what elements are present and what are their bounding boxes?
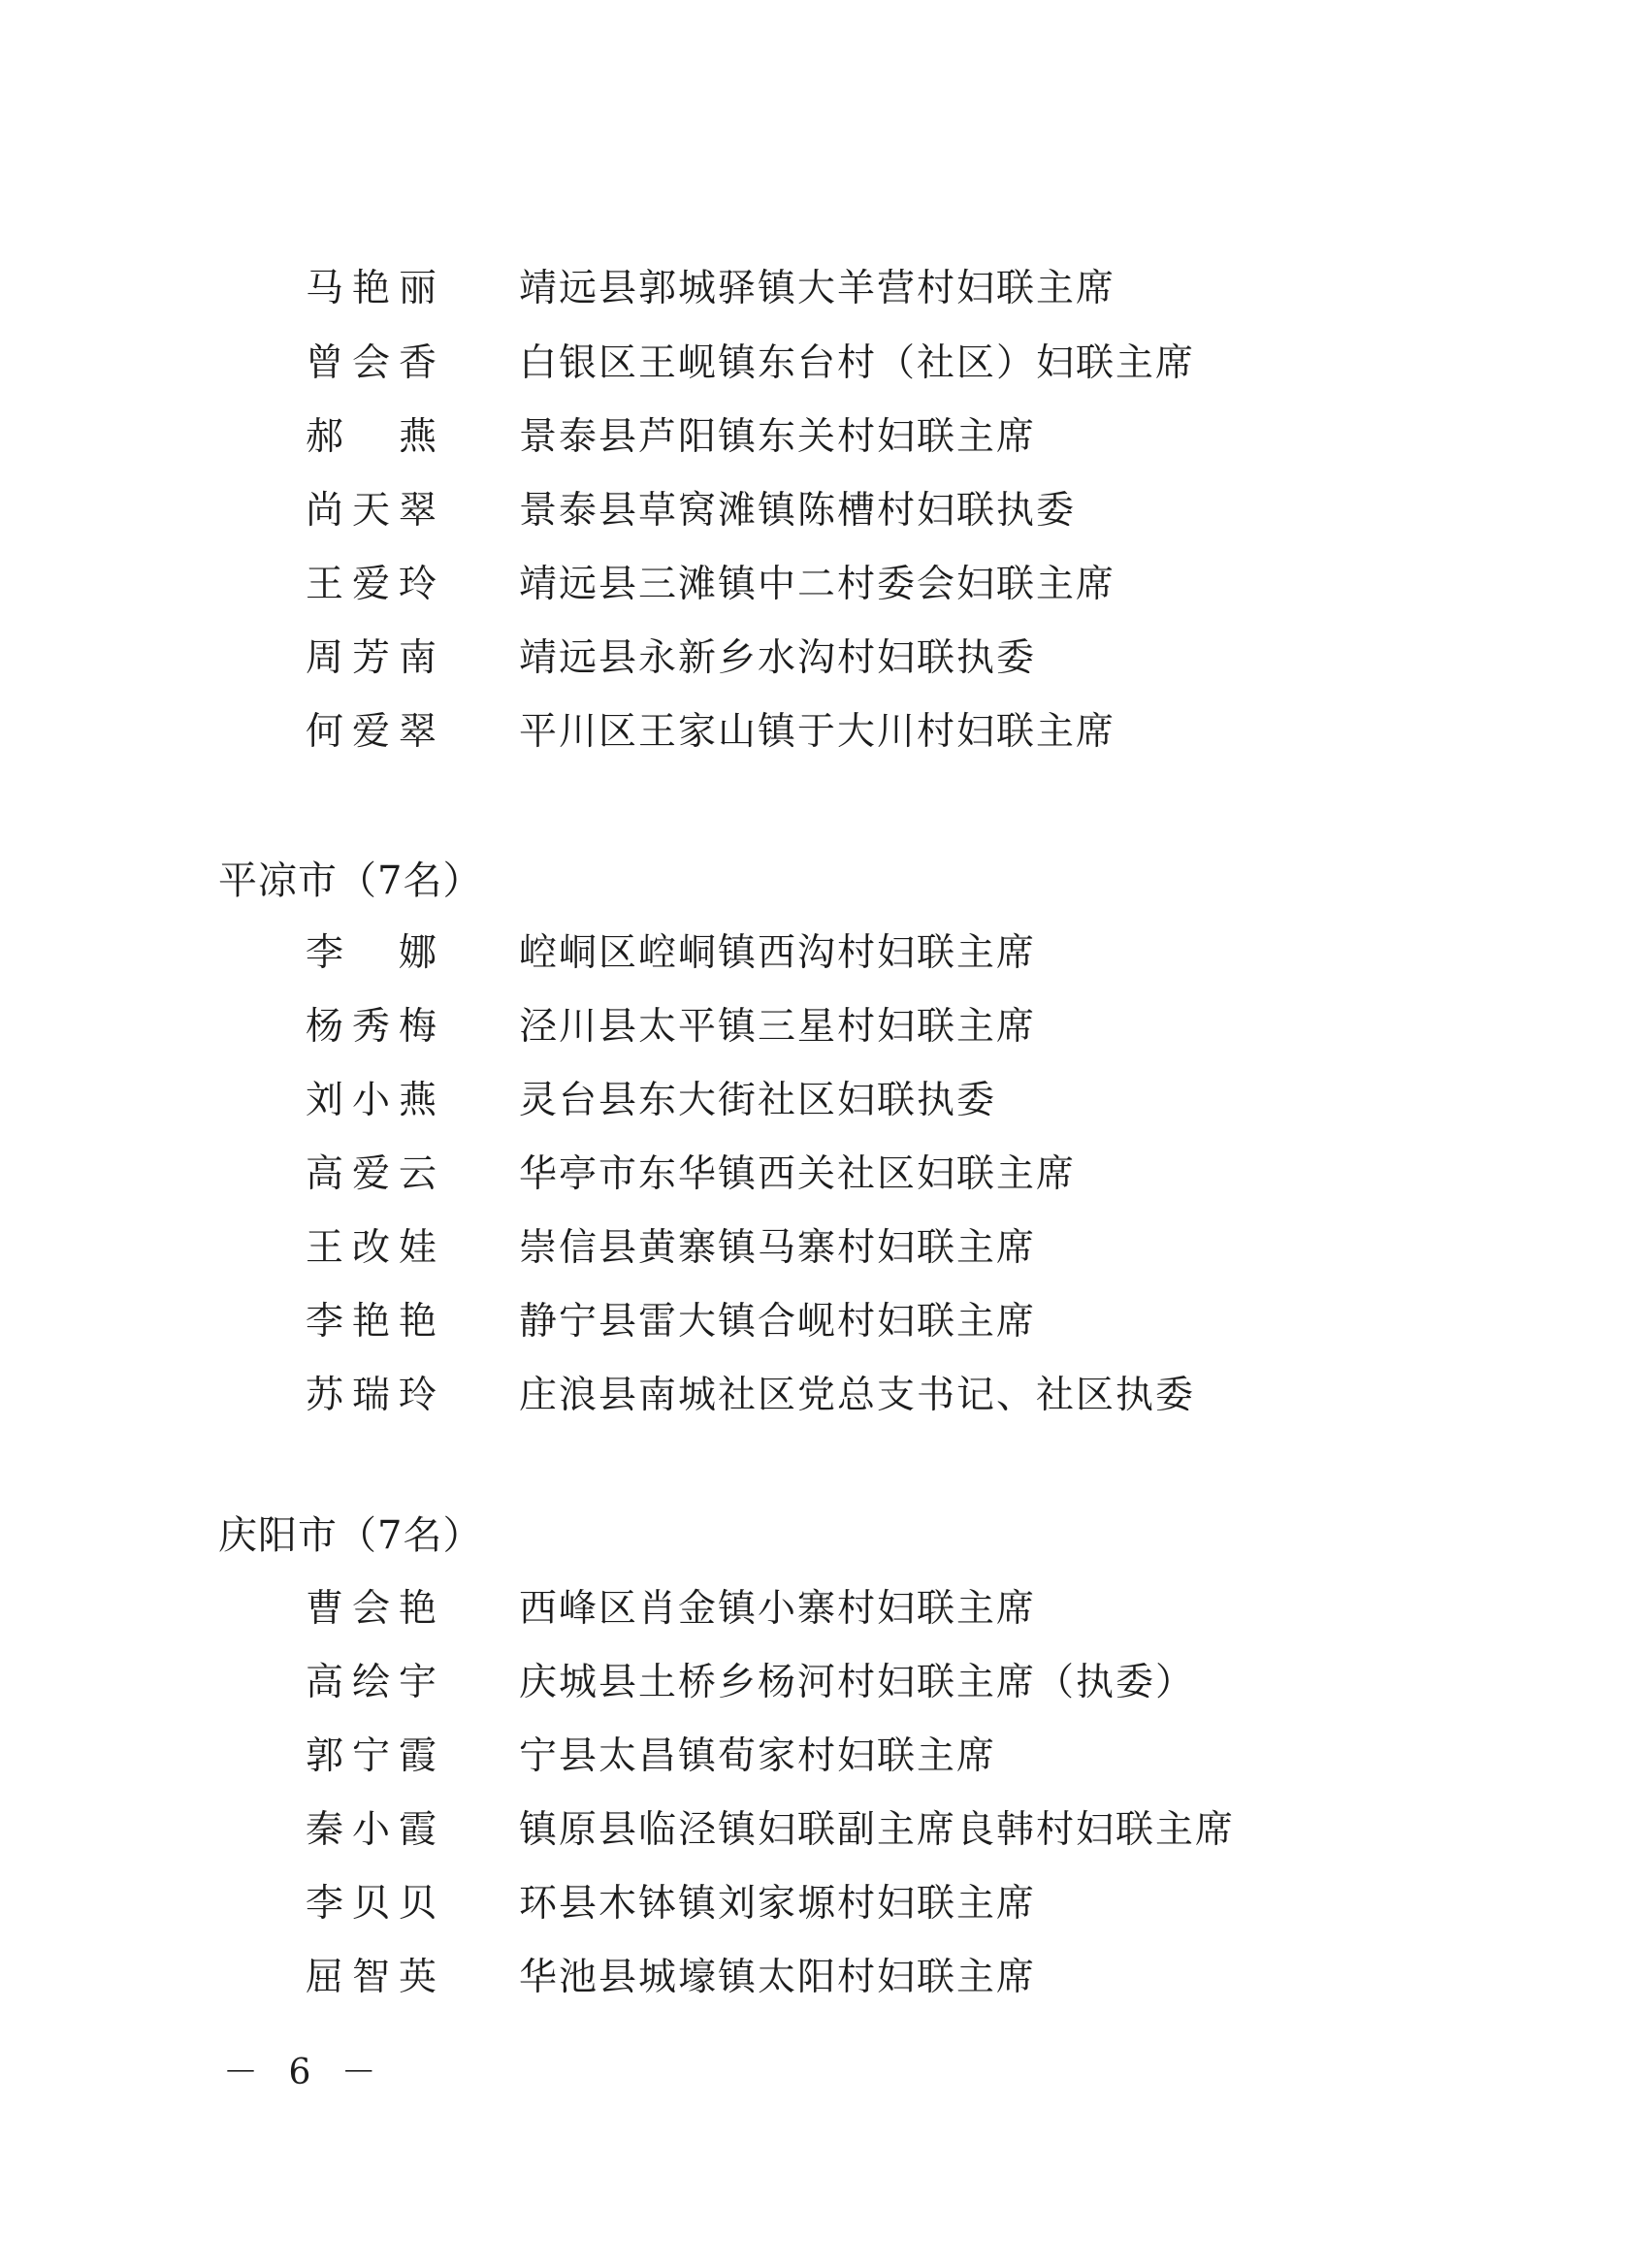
member-role: 平川区王家山镇于大川村妇联主席 [519, 710, 1116, 754]
member-role: 庄浪县南城社区党总支书记、社区执委 [519, 1374, 1196, 1417]
member-name: 周芳南 [306, 636, 436, 680]
member-name: 苏瑞玲 [306, 1374, 436, 1417]
member-name: 高绘宇 [306, 1661, 436, 1704]
member-name: 李 娜 [306, 931, 436, 975]
member-role: 宁县太昌镇荀家村妇联主席 [519, 1734, 997, 1778]
member-role: 靖远县郭城驿镇大羊营村妇联主席 [519, 267, 1116, 310]
member-name: 李贝贝 [306, 1882, 436, 1926]
member-name: 曾会香 [306, 341, 436, 385]
section-heading: 庆阳市（7名） [218, 1513, 483, 1558]
member-name: 郝 燕 [306, 415, 436, 459]
member-role: 白银区王岘镇东台村（社区）妇联主席 [519, 341, 1196, 385]
member-role: 静宁县雷大镇合岘村妇联主席 [519, 1300, 1037, 1344]
member-name: 屈智英 [306, 1956, 436, 1999]
member-role: 景泰县草窝滩镇陈槽村妇联执委 [519, 489, 1077, 533]
member-name: 曹会艳 [306, 1587, 436, 1631]
member-name: 王爱玲 [306, 563, 436, 606]
member-role: 华亭市东华镇西关社区妇联主席 [519, 1152, 1077, 1196]
member-name: 秦小霞 [306, 1808, 436, 1852]
member-role: 靖远县永新乡水沟村妇联执委 [519, 636, 1037, 680]
member-name: 王改娃 [306, 1226, 436, 1270]
member-role: 西峰区肖金镇小寨村妇联主席 [519, 1587, 1037, 1631]
member-role: 镇原县临泾镇妇联副主席良韩村妇联主席 [519, 1808, 1236, 1852]
member-role: 崇信县黄寨镇马寨村妇联主席 [519, 1226, 1037, 1270]
member-role: 靖远县三滩镇中二村委会妇联主席 [519, 563, 1116, 606]
member-name: 高爱云 [306, 1152, 436, 1196]
member-role: 环县木钵镇刘家塬村妇联主席 [519, 1882, 1037, 1926]
member-role: 泾川县太平镇三星村妇联主席 [519, 1005, 1037, 1049]
member-name: 刘小燕 [306, 1079, 436, 1122]
member-name: 马艳丽 [306, 267, 436, 310]
member-role: 灵台县东大街社区妇联执委 [519, 1079, 997, 1122]
member-role: 华池县城壕镇太阳村妇联主席 [519, 1956, 1037, 1999]
member-name: 杨秀梅 [306, 1005, 436, 1049]
member-name: 郭宁霞 [306, 1734, 436, 1778]
member-name: 李艳艳 [306, 1300, 436, 1344]
member-role: 庆城县土桥乡杨河村妇联主席（执委） [519, 1661, 1196, 1704]
section-heading: 平凉市（7名） [218, 859, 483, 903]
member-role: 崆峒区崆峒镇西沟村妇联主席 [519, 931, 1037, 975]
member-name: 尚天翠 [306, 489, 436, 533]
member-name: 何爱翠 [306, 710, 436, 754]
page-number: － 6 － [223, 2053, 386, 2092]
member-role: 景泰县芦阳镇东关村妇联主席 [519, 415, 1037, 459]
